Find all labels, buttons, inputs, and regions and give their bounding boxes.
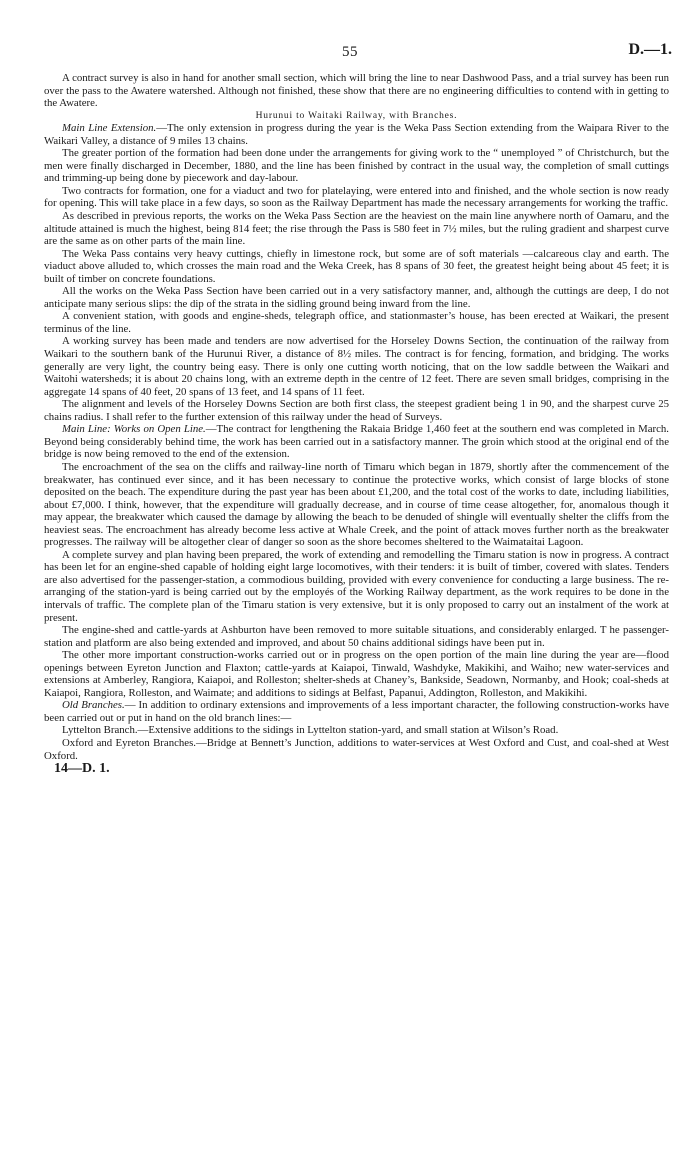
section-heading: Hurunui to Waitaki Railway, with Branches. [255,110,458,121]
paragraph: The encroachment of the sea on the cliffs and railway-line north of Timaru which began in 1879, shortly after the commencement of the breakwater, has continued ever since, and it has been necessary to continue the protective works, which consist of large blocks of stone deposited on the beach. The expenditure during the past year has been about £1,200, and the total cost of the works to date, including liabilities, about £7,000. I think, however, that the expenditure will gradually decrease, and in course of time cease altogether, for, anomalous though it may appear, the breakwater which caused the damage by allowing the beach to be denuded of shingle will eventually shelter the cliffs from the heaviest seas. The encroachment has already become less active at Whale Creek, and the point of attack moves further north as the breakwater progresses. The railway will be altogether clear of danger so soon as the shore becomes sheltered to the Waimataitai Lagoon. [44,460,669,549]
paragraph-label: Main Line Extension. [62,122,157,135]
paragraph: The engine-shed and cattle-yards at Ashburton have been removed to more suitable situations, and considerably enlarged. T he passenger-station and platform are also being extended and improved, and about 50 chains additional sidings have been put in. [44,624,669,649]
page-number: 55 [342,44,358,60]
paragraph-intro: A contract survey is also in hand for another small section, which will bring the line to near Dashwood Pass, and a trial survey has been run over the pass to the Awatere watershed. Although not finished, these show that there are no engineering difficulties to contend with in getting to the Awatere. [44,72,669,110]
document-reference: D.—1. [628,41,672,58]
paragraph-text: —The only extension in progress during the year is the Weka Pass Section extending from the Waipara River to the Waikari Valley, a distance of 9 miles 13 chains. [44,122,669,147]
paragraph: Two contracts for formation, one for a viaduct and two for platelaying, were entered into and finished, and the whole section is now ready for opening. This will take place in a few days, so soon as the Railway Department has made the necessary arrangements for working the traffic. [44,184,669,210]
paragraph: A convenient station, with goods and engine-sheds, telegraph office, and stationmaster’s house, has been erected at Waikari, the present terminus of the line. [44,310,669,335]
paragraph-text: —The contract for lengthening the Rakaia Bridge 1,460 feet at the southern end was completed in March. Beyond being considerably behind time, the work has been carried out in a satisfactory manner. The groin which stood at the original end of the bridge is now being removed to the end of the extension. [44,423,669,461]
paragraph: A complete survey and plan having been prepared, the work of extending and remodelling the Timaru station is now in progress. A contract has been let for an engine-shed capable of holding eight large locomotives, with their tenders: it is built of timber, covered with slates. Tenders are also advertised for the passenger-station, a commodious building, provided with every convenience for conducting a large business. The re-arranging of the station-yard is being carried out by the employés of the Working Railway department, as the work requires to be done in the intervals of traffic. The complete plan of the Timaru station is very extensive, but it is only proposed to carry out an instalment of the work at present. [44,548,669,624]
page-signature: 14—D. 1. [54,761,110,777]
paragraph-works-on-open-line [44,423,669,461]
paragraph: Lyttelton Branch.—Extensive additions to the sidings in Lyttelton station-yard, and small station at Wilson’s Road. [62,724,559,737]
paragraph-text: — In addition to ordinary extensions and improvements of a less important character, the following construction-works have been carried out or put in hand on the old branch lines:— [44,699,670,724]
paragraph: The greater portion of the formation had been done under the arrangements for giving work to the “ unemployed ” of Christchurch, but the men were finally discharged in December, 1880, and the line has been finished by contract in the usual way, the completion of small cuttings and trimming-up being done by piecework and day-labour. [44,147,669,185]
paragraph-main-line-extension [44,122,669,147]
paragraph: The other more important construction-works carried out or in progress on the open portion of the main line during the year are—flood openings between Eyreton Junction and Flaxton; cattle-yards at Kaiapoi, Tinwald, Washdyke, Makikihi, and Waiho; new water-services and extensions at Amberley, Rangiora, Kaiapoi, and Rolleston; shelter-sheds at Chaney’s, Bankside, Seadown, Normanby, and Hook; coal-sheds at Kaiapoi, Rangiora, Rolleston, and Waimate; and additions to sidings at Belfast, Papanui, Addington, Rolleston, and Makikihi. [44,649,669,699]
body-text [44,72,669,776]
paragraph: Oxford and Eyreton Branches.—Bridge at Bennett’s Junction, additions to water-services at West Oxford and Cust, and coal-shed at West Oxford. [44,736,669,762]
paragraph-old-branches [44,699,669,724]
paragraph: The alignment and levels of the Horseley Downs Section are both first class, the steepest gradient being 1 in 90, and the sharpest curve 25 chains radius. I shall refer to the further extension of this railway under the head of Surveys. [44,398,669,423]
paragraph: A working survey has been made and tenders are now advertised for the Horseley Downs Section, the continuation of the railway from Waikari to the southern bank of the Hurunui River, a distance of 8½ miles. The contract is for fencing, formation, and bridging. The works generally are very light, the country being easy. There is only one cutting worth noticing, that on the low saddle between the Waikari and Waitohi watersheds; it is about 20 chains long, with an extreme depth in the centre of 12 feet. There are seven small bridges, comprising in the aggregate 14 spans of 40 feet, 20 spans of 13 feet, and 14 spans of 11 feet. [44,335,669,398]
paragraph-label: Main Line: Works on Open Line. [62,423,206,436]
paragraph: As described in previous reports, the works on the Weka Pass Section are the heaviest on the main line anywhere north of Oamaru, and the altitude attained is much the highest, being 814 feet; the rise through the Pass is 580 feet in 7½ miles, but the ruling gradient and sharpest curve are the same as on other parts of the main line. [44,210,669,248]
paragraph-label: Old Branches. [62,699,125,712]
paragraph: All the works on the Weka Pass Section have been carried out in a very satisfactory manner, and, although the cuttings are deep, I do not anticipate many serious slips: the dip of the strata in the sidling ground being inward from the line. [44,285,669,310]
paragraph: The Weka Pass contains very heavy cuttings, chiefly in limestone rock, but some are of soft materials —calcareous clay and earth. The viaduct above alluded to, which crosses the main road and the Weka Creek, has 8 spans of 30 feet, the greatest height being about 45 feet; it is built of timber on concrete foundations. [44,247,669,285]
